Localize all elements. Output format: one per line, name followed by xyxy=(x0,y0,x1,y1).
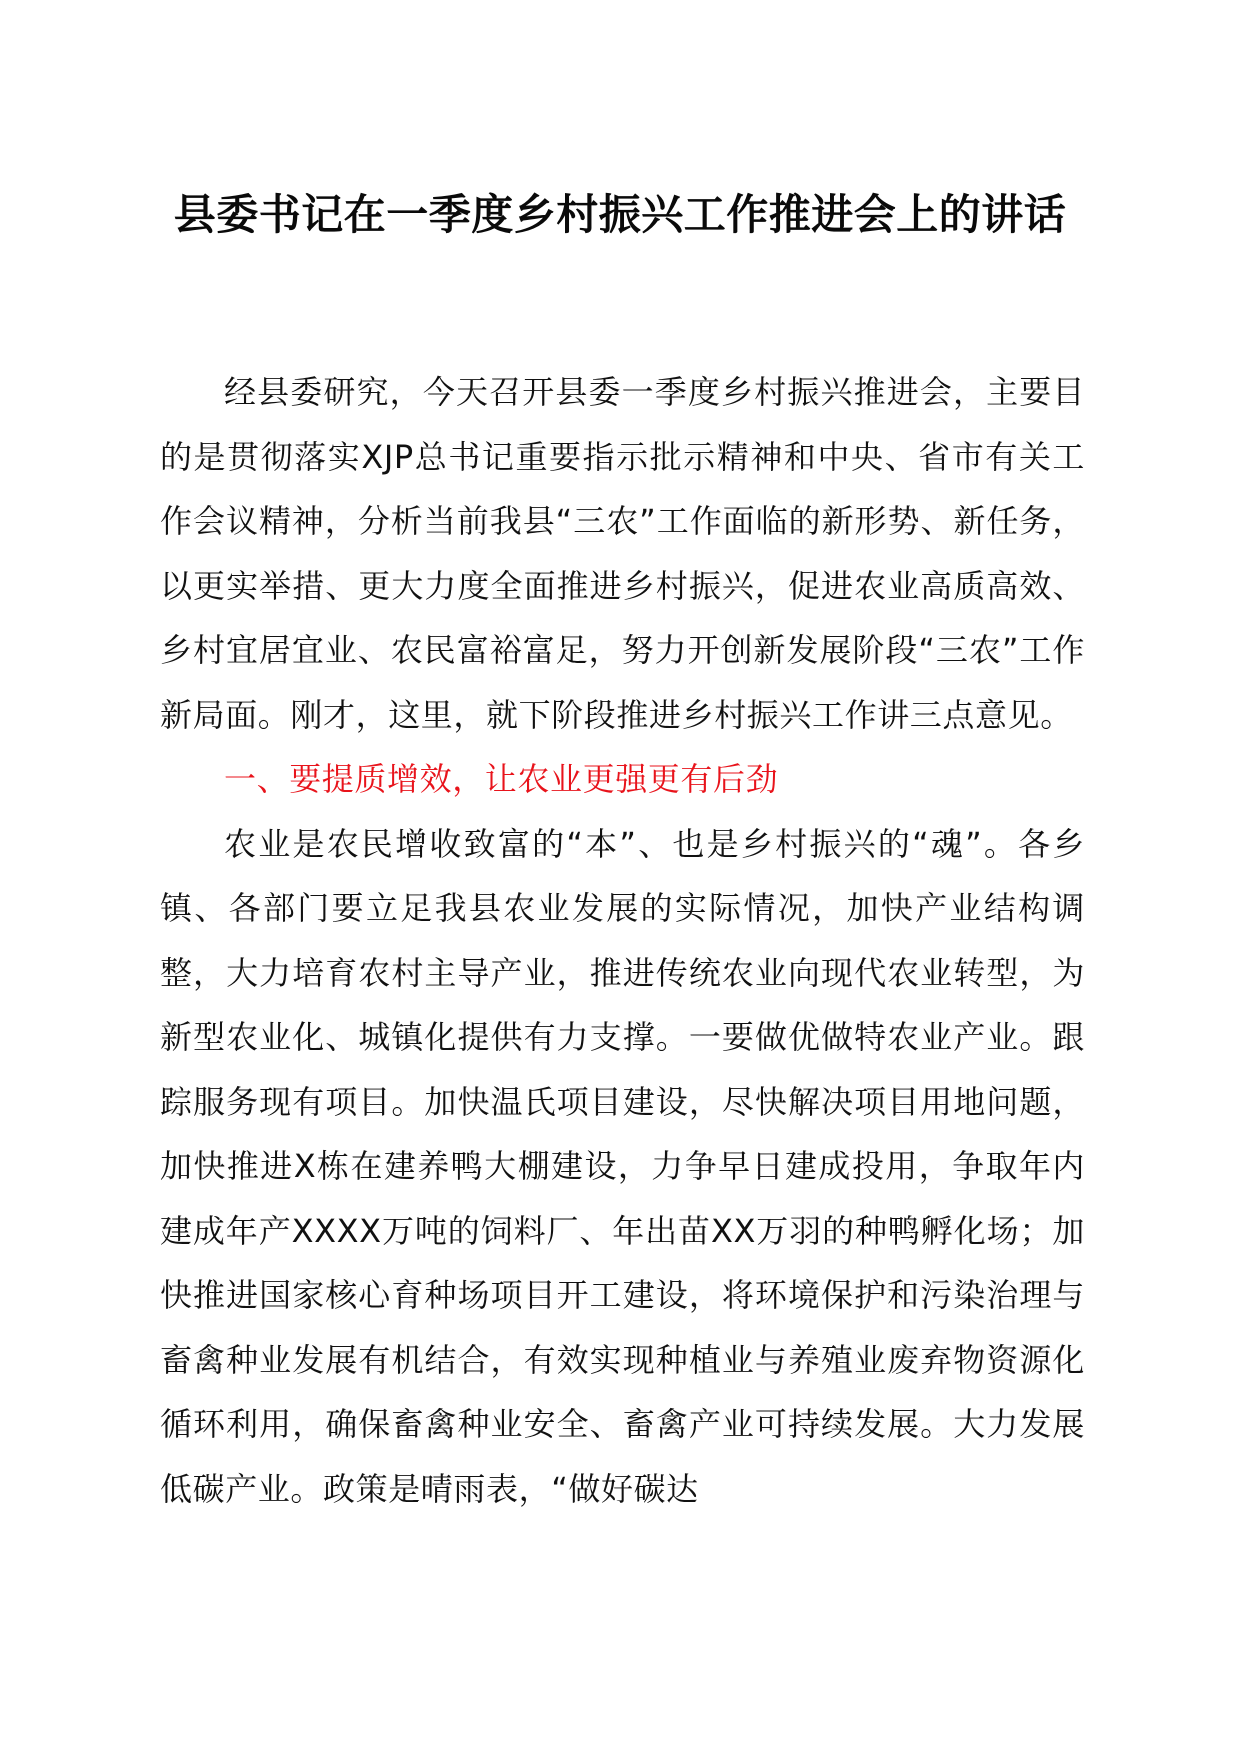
document-title: 县委书记在一季度乡村振兴工作推进会上的讲话 xyxy=(173,190,1067,239)
section-heading: 一、要提质增效，让农业更强更有后劲 xyxy=(224,760,779,798)
section-paragraph: 农业是农民增收致富的“本”、也是乡村振兴的“魂”。各乡镇、各部门要立足我县农业发展的实际情况，加快产业结构调整，大力培育农村主导产业，推进传统农业向现代农业转型，为新型农业化、城镇化提供有力支撑。一要做优做特农业产业。跟踪服务现有项目。加快温氏项目建设，尽快解决项目用地问题，加快推进X栋在建养鸭大棚建设，力争早日建成投用，争取年内建成年产XXXX万吨的饲料厂、年出苗XX万羽的种鸭孵化场；加快推进国家核心育种场项目开工建设，将环境保护和污染治理与畜禽种业发展有机结合，有效实现种植业与养殖业废弃物资源化循环利用，确保畜禽种业安全、畜禽产业可持续发展。大力发展低碳产业。政策是晴雨表，“做好碳达 xyxy=(160,824,1085,1508)
document-body xyxy=(160,360,1085,1521)
intro-paragraph: 经县委研究，今天召开县委一季度乡村振兴推进会，主要目的是贯彻落实XJP总书记重要指示批示精神和中央、省市有关工作会议精神，分析当前我县“三农”工作面临的新形势、新任务，以更实举措、更大力度全面推进乡村振兴，促进农业高质高效、乡村宜居宜业、农民富裕富足，努力开创新发展阶段“三农”工作新局面。刚才，这里，就下阶段推进乡村振兴工作讲三点意见。 xyxy=(160,373,1085,734)
